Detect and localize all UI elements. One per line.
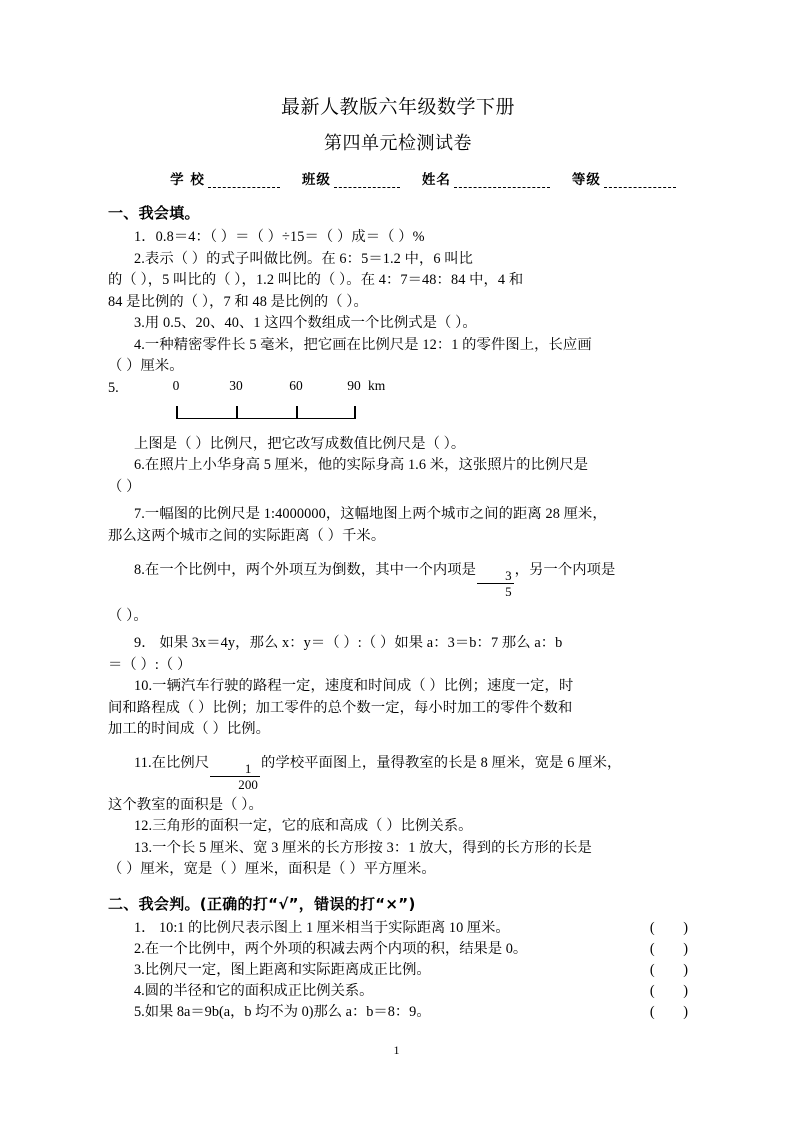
question-7-line-1: 7.一幅图的比例尺是 1:4000000，这幅地图上两个城市之间的距离 28 厘米， xyxy=(134,506,607,522)
tf-item-1-answer-box[interactable]: ( ) xyxy=(649,919,688,936)
question-7-line-2: 那么这两个城市之间的实际距离（ ）千米。 xyxy=(108,527,386,544)
question-4-line-2: （ ）厘米。 xyxy=(108,358,184,374)
scale-bar-diagram xyxy=(168,377,386,430)
tf-item-4-text: 4.圆的半径和它的面积成正比例关系。 xyxy=(134,982,374,999)
question-2-line-2: 的（ ），5 叫比的（ ），1.2 叫比的（ ）。在 4：7＝48：84 中，4 和 xyxy=(108,272,524,288)
question-5-number: 5. xyxy=(108,379,119,396)
question-11-suffix: 的学校平面图上，量得教室的长是 8 厘米，宽是 6 厘米， xyxy=(261,754,622,771)
document-subtitle: 第四单元检测试卷 xyxy=(324,133,472,154)
tf-item-2-answer-box[interactable]: ( ) xyxy=(649,940,688,957)
section-two-heading: 二、我会判。(正确的打“√”，错误的打“×”) xyxy=(108,894,416,913)
question-13-line-1: 13.一个长 5 厘米、宽 3 厘米的长方形按 3：1 放大，得到的长方形的长是 xyxy=(134,839,592,856)
question-6-line-1: 6.在照片上小华身高 5 厘米，他的实际身高 1.6 米，这张照片的比例尺是 xyxy=(134,457,589,473)
fraction-denominator: 5 xyxy=(477,583,514,598)
question-13-line-2: （ ）厘米，宽是（ ）厘米，面积是（ ）平方厘米。 xyxy=(108,861,436,878)
scale-tick-label-30: 30 xyxy=(229,377,243,393)
school-field xyxy=(170,168,302,188)
question-5-text: 上图是（ ）比例尺，把它改写成数值比例尺是（ ）。 xyxy=(134,435,466,452)
tf-item-2 xyxy=(108,939,688,960)
scale-bar-unit: km xyxy=(368,377,386,393)
question-8-line-2: （ ）。 xyxy=(108,607,148,624)
question-6-line-2: （ ） xyxy=(108,478,141,495)
grade-input-blank[interactable] xyxy=(604,174,676,188)
scale-tick-label-0: 0 xyxy=(172,377,180,393)
tf-item-5-text: 5.如果 8a＝9b(a，b 均不为 0)那么 a：b＝8：9。 xyxy=(134,1003,431,1020)
page-content xyxy=(108,92,688,1023)
tf-item-2-text: 2.在一个比例中，两个外项的积减去两个内项的积，结果是 0。 xyxy=(134,940,528,957)
scale-tick-label-60: 60 xyxy=(289,377,303,393)
question-2-line-1: 2.表示（ ）的式子叫做比例。在 6：5＝1.2 中，6 叫比 xyxy=(134,250,474,267)
class-label: 班级 xyxy=(301,172,331,188)
tf-item-4-answer-box[interactable]: ( ) xyxy=(649,982,688,999)
question-1: 1．0.8＝4：（ ）＝（ ）÷15＝（ ）成＝（ ）% xyxy=(134,229,425,245)
question-8-suffix: ，另一个内项是 xyxy=(514,562,616,578)
name-input-blank[interactable] xyxy=(454,174,550,188)
name-label: 姓名 xyxy=(421,172,451,188)
section-one-heading: 一、我会填。 xyxy=(108,204,200,222)
tf-item-1-text: 1． 10:1 的比例尺表示图上 1 厘米相当于实际距离 10 厘米。 xyxy=(134,919,510,936)
scale-bar-axis-line xyxy=(176,418,355,420)
tf-item-4 xyxy=(108,981,688,1002)
scale-tick-label-90: 90 xyxy=(347,377,361,393)
question-3: 3.用 0.5、20、40、1 这四个数组成一个比例式是（ ）。 xyxy=(134,315,477,331)
fraction-numerator: 1 xyxy=(244,760,252,776)
document-title: 最新人教版六年级数学下册 xyxy=(280,96,515,118)
question-8-prefix: 8.在一个比例中，两个外项互为倒数，其中一个内项是 xyxy=(134,562,477,578)
tf-item-3-answer-box[interactable]: ( ) xyxy=(649,961,688,978)
scale-bar-labels xyxy=(168,377,386,398)
fraction-denominator: 200 xyxy=(210,776,260,791)
question-9-line-1: 9． 如果 3x＝4y，那么 x：y＝（ ）:（ ）如果 a：3＝b：7 那么 a：b xyxy=(134,635,563,652)
question-10-line-1: 10.一辆汽车行驶的路程一定，速度和时间成（ ）比例；速度一定，时 xyxy=(134,678,574,695)
fraction-one-two-hundredth xyxy=(210,762,260,791)
page-number: 1 xyxy=(393,1043,400,1057)
question-9-line-2: ＝（ ）:（ ） xyxy=(108,656,192,673)
grade-label: 等级 xyxy=(571,172,601,188)
school-label: 学 校 xyxy=(170,172,205,188)
question-12: 12.三角形的面积一定，它的底和高成（ ）比例关系。 xyxy=(134,818,473,835)
tf-item-1 xyxy=(108,918,688,939)
fraction-three-fifths xyxy=(477,569,514,598)
question-10-line-3: 加工的时间成（ ）比例。 xyxy=(108,721,271,738)
question-2-line-3: 84 是比例的（ ），7 和 48 是比例的（ ）。 xyxy=(108,293,368,310)
class-input-blank[interactable] xyxy=(334,174,400,188)
name-field xyxy=(422,168,572,188)
question-11-line-1 xyxy=(108,750,688,791)
tf-item-5 xyxy=(108,1002,688,1023)
class-field xyxy=(302,168,422,188)
question-8-line-1 xyxy=(108,557,688,598)
question-11-line-2: 这个教室的面积是（ ）。 xyxy=(108,796,263,813)
fraction-numerator: 3 xyxy=(505,567,512,583)
question-11-prefix: 11.在比例尺 xyxy=(134,754,210,771)
student-info-line xyxy=(108,168,688,188)
tf-item-3 xyxy=(108,960,688,981)
tf-item-5-answer-box[interactable]: ( ) xyxy=(649,1003,688,1020)
question-10-line-2: 间和路程成（ ）比例；加工零件的总个数一定，每小时加工的零件个数和 xyxy=(108,699,573,716)
question-4-line-1: 4.一种精密零件长 5 毫米，把它画在比例尺是 12：1 的零件图上，长应画 xyxy=(134,336,592,353)
tf-item-3-text: 3.比例尺一定，图上距离和实际距离成正比例。 xyxy=(134,961,431,978)
question-5-figure xyxy=(108,378,688,434)
grade-field xyxy=(572,168,676,188)
school-input-blank[interactable] xyxy=(208,174,280,188)
